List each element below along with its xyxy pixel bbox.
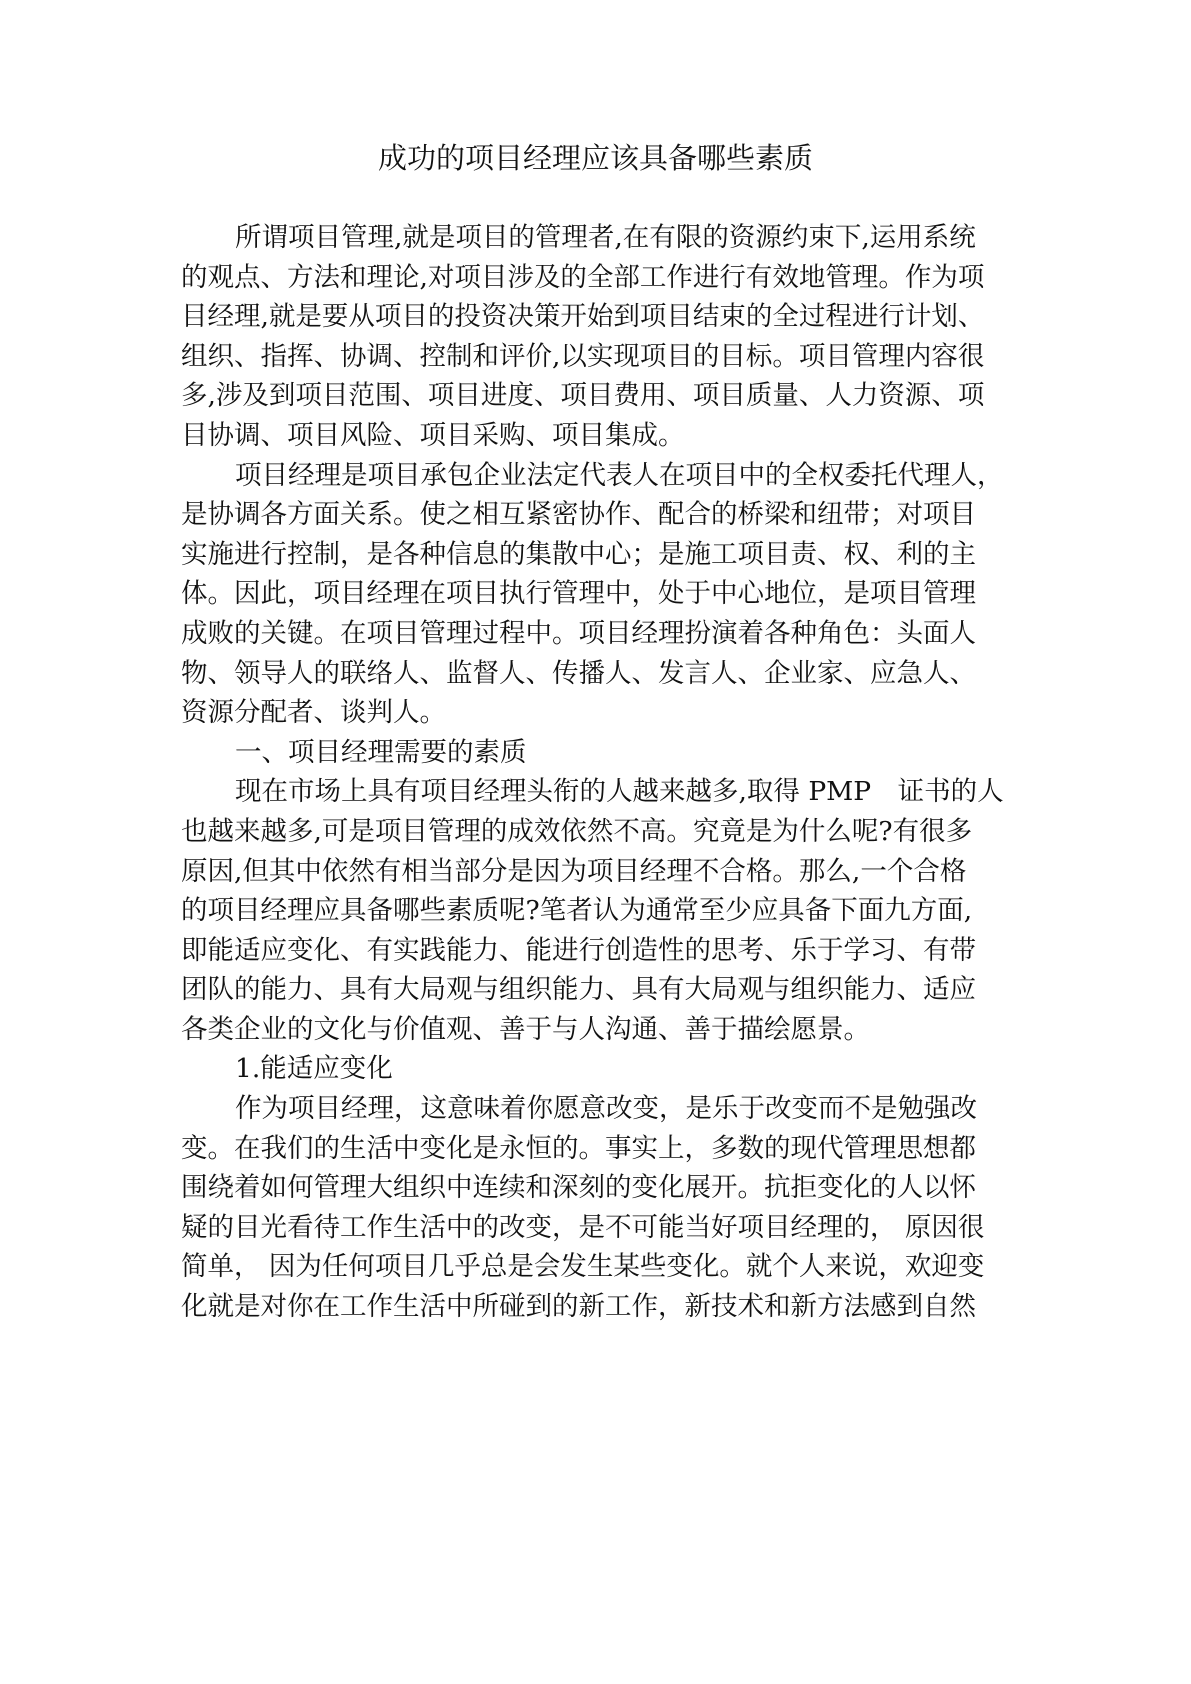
text-line: 实施进行控制，是各种信息的集散中心；是施工项目责、权、利的主 bbox=[181, 538, 976, 570]
text-line: 疑的目光看待工作生活中的改变，是不可能当好项目经理的， 原因很 bbox=[181, 1211, 985, 1243]
text-line: 所谓项目管理,就是项目的管理者,在有限的资源约束下,运用系统 bbox=[235, 222, 976, 253]
subsection-heading-text: 1.能适应变化 bbox=[235, 1053, 393, 1085]
text-line: 原因,但其中依然有相当部分是因为项目经理不合格。那么,一个合格 bbox=[181, 855, 967, 887]
paragraph-4 bbox=[181, 1089, 1017, 1327]
document-body bbox=[181, 218, 1017, 1327]
section-heading bbox=[181, 733, 1017, 773]
text-line: 多,涉及到项目范围、项目进度、项目费用、项目质量、人力资源、项 bbox=[181, 380, 985, 412]
text-line: 即能适应变化、有实践能力、能进行创造性的思考、乐于学习、有带 bbox=[181, 934, 976, 966]
text-line: 是协调各方面关系。使之相互紧密协作、配合的桥梁和纽带；对项目 bbox=[181, 499, 976, 531]
document-title: 成功的项目经理应该具备哪些素质 bbox=[377, 141, 813, 175]
text-line: 也越来越多,可是项目管理的成效依然不高。究竟是为什么呢?有很多 bbox=[181, 815, 973, 847]
paragraph-1 bbox=[181, 218, 1017, 456]
text-line: 物、领导人的联络人、监督人、传播人、发言人、企业家、应急人、 bbox=[181, 657, 976, 689]
text-line: 成败的关键。在项目管理过程中。项目经理扮演着各种角色：头面人 bbox=[181, 617, 976, 649]
text-line: 围绕着如何管理大组织中连续和深刻的变化展开。抗拒变化的人以怀 bbox=[181, 1172, 976, 1204]
subsection-heading bbox=[181, 1049, 1017, 1089]
text-line: 化就是对你在工作生活中所碰到的新工作，新技术和新方法感到自然 bbox=[181, 1291, 976, 1323]
text-line: 目协调、项目风险、项目采购、项目集成。 bbox=[181, 419, 685, 451]
text-line: 体。因此，项目经理在项目执行管理中，处于中心地位，是项目管理 bbox=[181, 578, 976, 610]
text-line: 的项目经理应具备哪些素质呢?笔者认为通常至少应具备下面九方面, bbox=[181, 895, 973, 927]
text-line: 各类企业的文化与价值观、善于与人沟通、善于描绘愿景。 bbox=[181, 1013, 870, 1045]
text-line: 组织、指挥、协调、控制和评价,以实现项目的目标。项目管理内容很 bbox=[181, 340, 985, 372]
paragraph-3 bbox=[181, 772, 1017, 1049]
text-line: 项目经理是项目承包企业法定代表人在项目中的全权委托代理人， bbox=[235, 459, 1004, 491]
text-line: 变。在我们的生活中变化是永恒的。事实上，多数的现代管理思想都 bbox=[181, 1132, 976, 1164]
section-heading-text: 一、项目经理需要的素质 bbox=[235, 736, 527, 768]
text-line: 的观点、方法和理论,对项目涉及的全部工作进行有效地管理。作为项 bbox=[181, 261, 985, 293]
text-line: 资源分配者、谈判人。 bbox=[181, 697, 446, 729]
text-line: 目经理,就是要从项目的投资决策开始到项目结束的全过程进行计划、 bbox=[181, 301, 985, 333]
text-line: 简单， 因为任何项目几乎总是会发生某些变化。就个人来说，欢迎变 bbox=[181, 1251, 985, 1283]
text-line: 作为项目经理，这意味着你愿意改变，是乐于改变而不是勉强改 bbox=[235, 1093, 977, 1125]
text-line: 团队的能力、具有大局观与组织能力、具有大局观与组织能力、适应 bbox=[181, 974, 976, 1006]
paragraph-2 bbox=[181, 456, 1017, 733]
text-line: 现在市场上具有项目经理头衔的人越来越多,取得 PMP 证书的人 bbox=[235, 776, 1004, 808]
